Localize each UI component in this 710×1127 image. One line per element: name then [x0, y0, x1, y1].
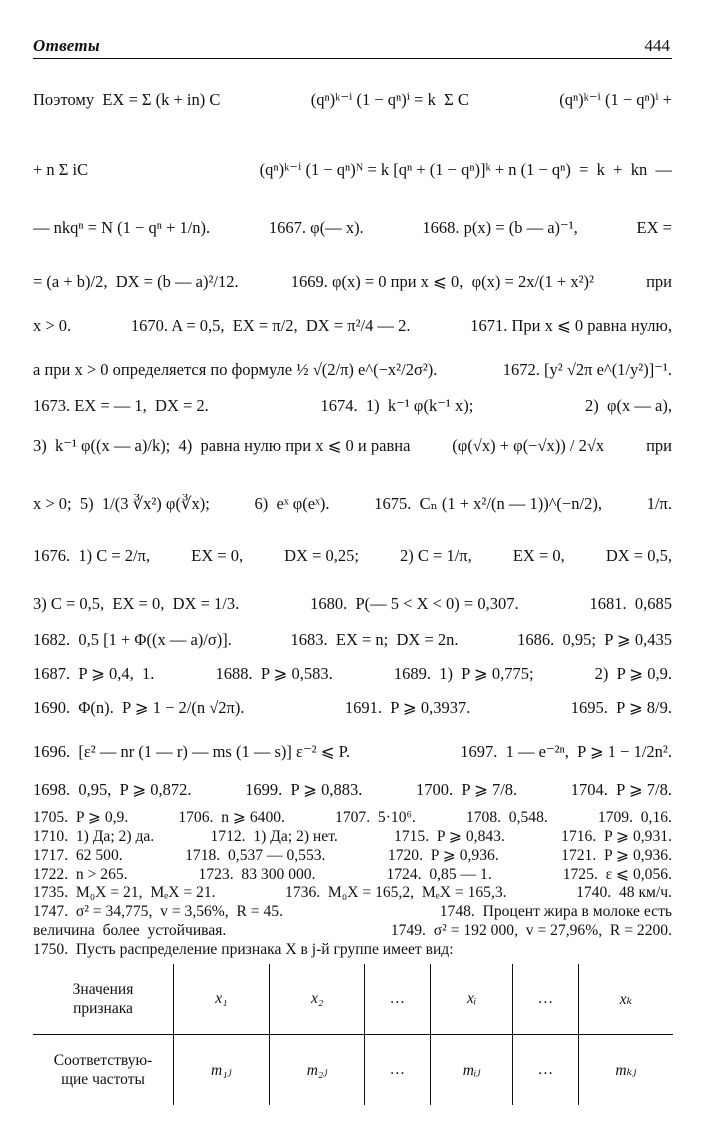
- answer-segment: 1675. Cₙ (1 + x²/(n — 1))^(−n/2),: [374, 494, 602, 513]
- answer-segment: 1722. n > 265.: [33, 866, 128, 883]
- answer-segment: (qⁿ)ᵏ⁻ⁱ (1 − qⁿ)ⁱ = k Σ C: [310, 90, 469, 109]
- answer-line: [33, 698, 672, 718]
- answer-segment: величина более устойчивая.: [33, 922, 227, 939]
- answer-segment: 1735. M₀X = 21, MₑX = 21.: [33, 884, 216, 901]
- answer-segment: при: [646, 436, 672, 455]
- answer-line: [33, 742, 672, 762]
- table-cell: x₂: [269, 964, 365, 1035]
- answer-segment: 1716. P ⩾ 0,931.: [561, 828, 672, 845]
- table-header-line: признака: [73, 1000, 133, 1017]
- answer-segment: 1689. 1) P ⩾ 0,775;: [393, 664, 534, 683]
- answer-segment: 1683. EX = n; DX = 2n.: [290, 630, 459, 649]
- answer-segment: 1688. P ⩾ 0,583.: [215, 664, 333, 683]
- answer-segment: + n Σ iC: [33, 160, 89, 179]
- answer-segment: 1691. P ⩾ 0,3937.: [344, 698, 471, 717]
- answer-segment: EX = 0,: [512, 546, 565, 565]
- answer-segment: Поэтому EX = Σ (k + in) C: [33, 90, 221, 109]
- answer-line: [33, 316, 672, 336]
- answer-segment: 1680. P(— 5 < X < 0) = 0,307.: [310, 594, 519, 613]
- answer-segment: 1687. P ⩾ 0,4, 1.: [33, 664, 155, 683]
- answer-line: [33, 90, 672, 110]
- table-header-line: Соответствую-: [53, 1052, 153, 1069]
- answer-line: [33, 218, 672, 238]
- answer-segment: (φ(√x) + φ(−√x)) / 2√x: [452, 436, 605, 455]
- answer-segment: 1686. 0,95; P ⩾ 0,435: [517, 630, 672, 649]
- answer-segment: 1705. P ⩾ 0,9.: [33, 809, 129, 826]
- answer-segment: 2) φ(x — a),: [585, 396, 672, 415]
- table-cell: mₖⱼ: [578, 1035, 673, 1106]
- answer-segment: 1698. 0,95, P ⩾ 0,872.: [33, 780, 192, 799]
- answer-segment: 1720. P ⩾ 0,936.: [387, 847, 499, 864]
- answer-segment: DX = 0,5,: [605, 546, 672, 565]
- table-cell: m₂ⱼ: [269, 1035, 365, 1106]
- answer-segment: 2) C = 1/π,: [400, 546, 472, 565]
- table-cell: xᵢ: [430, 964, 513, 1035]
- answer-segment: 3) k⁻¹ φ((x — a)/k); 4) равна нулю при x ⩽ 0 и равна: [33, 436, 411, 455]
- page-number: 444: [644, 36, 670, 55]
- answer-segment: 1704. P ⩾ 7/8.: [570, 780, 672, 799]
- answer-segment: — nkqⁿ = N (1 − qⁿ + 1/n).: [33, 218, 211, 237]
- header-rule: [33, 58, 672, 59]
- table-cell: m₁ⱼ: [174, 1035, 270, 1106]
- answer-segment: x > 0; 5) 1/(3 ∛x²) φ(∛x);: [33, 494, 210, 513]
- answer-segment: 1710. 1) Да; 2) да.: [33, 828, 155, 845]
- answer-line: [33, 594, 672, 614]
- table-row-values: [33, 964, 673, 1035]
- answer-segment: DX = 0,25;: [284, 546, 359, 565]
- answer-segment: 1/π.: [646, 494, 672, 513]
- answer-line: [33, 808, 672, 827]
- answer-segment: 1709. 0,16.: [597, 809, 672, 826]
- answer-line: [33, 160, 672, 180]
- answer-segment: 1669. φ(x) = 0 при x ⩽ 0, φ(x) = 2x/(1 + x²)²: [290, 272, 594, 291]
- answer-segment: 1699. P ⩾ 0,883.: [245, 780, 363, 799]
- answer-segment: а при x > 0 определяется по формуле ½ √(2/π) e^(−x²/2σ²).: [33, 360, 438, 379]
- answer-segment: 1673. EX = — 1, DX = 2.: [33, 396, 209, 415]
- answer-line: [33, 846, 672, 865]
- answer-line: [33, 494, 672, 514]
- answer-line: [33, 630, 672, 650]
- answer-segment: 1750. Пусть распределение признака X в j-й группе имеет вид:: [33, 941, 454, 958]
- answer-segment: 1718. 0,537 — 0,553.: [185, 847, 326, 864]
- answer-segment: 1697. 1 — e⁻²ⁿ, P ⩾ 1 − 1/2n².: [460, 742, 672, 761]
- table-cell: …: [365, 1035, 430, 1106]
- answer-line: [33, 922, 672, 940]
- running-head-title: Ответы: [33, 36, 101, 55]
- answer-segment: 1670. A = 0,5, EX = π/2, DX = π²/4 — 2.: [130, 316, 411, 335]
- table-header-values: [33, 964, 174, 1035]
- answer-segment: 1696. [ε² — nr (1 — r) — ms (1 — s)] ε⁻² ⩽ P.: [33, 742, 351, 761]
- table-cell: …: [513, 1035, 578, 1106]
- answer-segment: 1668. p(x) = (b — a)⁻¹,: [422, 218, 578, 237]
- table-cell: …: [513, 964, 578, 1035]
- answer-segment: 1682. 0,5 [1 + Φ((x — a)/σ)].: [33, 630, 232, 649]
- table-cell: xₖ: [578, 964, 673, 1035]
- answer-line: [33, 827, 672, 846]
- answer-segment: 1674. 1) k⁻¹ φ(k⁻¹ x);: [320, 396, 474, 415]
- answer-segment: 1708. 0,548.: [465, 809, 548, 826]
- answer-segment: x > 0.: [33, 316, 72, 335]
- answer-segment: 1723. 83 300 000.: [198, 866, 316, 883]
- answer-segment: 1747. σ² = 34,775, v = 3,56%, R = 45.: [33, 903, 283, 920]
- answer-segment: 1681. 0,685: [589, 594, 672, 613]
- answer-segment: 1700. P ⩾ 7/8.: [415, 780, 518, 799]
- answer-segment: (qⁿ)ᵏ⁻ⁱ (1 − qⁿ)ᴺ = k [qⁿ + (1 − qⁿ)]ᵏ + n (1 − qⁿ) = k + kn —: [259, 160, 672, 179]
- answer-segment: 1712. 1) Да; 2) нет.: [210, 828, 338, 845]
- answer-segment: 1715. P ⩾ 0,843.: [394, 828, 505, 845]
- answer-segment: 6) eˣ φ(eˣ).: [254, 494, 330, 513]
- answer-segment: 1671. При x ⩽ 0 равна нулю,: [470, 316, 672, 335]
- answer-segment: EX =: [636, 218, 672, 237]
- answer-line: [33, 396, 672, 416]
- answer-line: [33, 941, 672, 959]
- answer-line: [33, 664, 672, 684]
- distribution-table: [33, 964, 673, 1105]
- answer-segment: 3) C = 0,5, EX = 0, DX = 1/3.: [33, 594, 240, 613]
- answer-segment: 1721. P ⩾ 0,936.: [561, 847, 672, 864]
- answer-segment: 1717. 62 500.: [33, 847, 123, 864]
- answer-segment: 1667. φ(— x).: [268, 218, 364, 237]
- answer-line: [33, 865, 672, 884]
- answer-segment: 1749. σ² = 192 000, v = 27,96%, R = 2200.: [390, 922, 672, 939]
- table-cell: …: [365, 964, 430, 1035]
- answer-segment: 1740. 48 км/ч.: [576, 884, 672, 901]
- answer-segment: 1707. 5·10⁶.: [335, 809, 416, 826]
- table-cell: x₁: [174, 964, 270, 1035]
- answer-segment: 1725. ε ⩽ 0,056.: [562, 866, 672, 883]
- answer-segment: при: [646, 272, 672, 291]
- answer-segment: 1706. n ⩾ 6400.: [178, 809, 285, 826]
- answer-segment: 1695. P ⩾ 8/9.: [570, 698, 672, 717]
- answer-line: [33, 780, 672, 800]
- table-header-line: щие частоты: [61, 1071, 145, 1088]
- answer-segment: 2) P ⩾ 0,9.: [594, 664, 672, 683]
- table-cell: mᵢⱼ: [430, 1035, 513, 1106]
- answer-segment: 1672. [y² √2π e^(1/y²)]⁻¹.: [502, 360, 672, 379]
- table-row-frequencies: [33, 1035, 673, 1106]
- answer-segment: 1736. M₀X = 165,2, MₑX = 165,3.: [285, 884, 507, 901]
- answer-segment: 1676. 1) C = 2/π,: [33, 546, 151, 565]
- table-header-line: Значения: [72, 981, 134, 998]
- answer-segment: 1748. Процент жира в молоке есть: [439, 903, 672, 920]
- table-header-frequencies: [33, 1035, 174, 1106]
- answer-segment: (qⁿ)ᵏ⁻ⁱ (1 − qⁿ)ⁱ +: [559, 90, 672, 109]
- answer-line: [33, 272, 672, 292]
- answer-line: [33, 903, 672, 921]
- answer-line: [33, 546, 672, 566]
- answer-segment: = (a + b)/2, DX = (b — a)²/12.: [33, 272, 239, 291]
- answer-line: [33, 884, 672, 902]
- answer-segment: 1690. Φ(n). P ⩾ 1 − 2/(n √2π).: [33, 698, 245, 717]
- answer-line: [33, 360, 672, 380]
- answer-line: [33, 436, 672, 456]
- answer-segment: 1724. 0,85 — 1.: [386, 866, 492, 883]
- answer-segment: EX = 0,: [191, 546, 244, 565]
